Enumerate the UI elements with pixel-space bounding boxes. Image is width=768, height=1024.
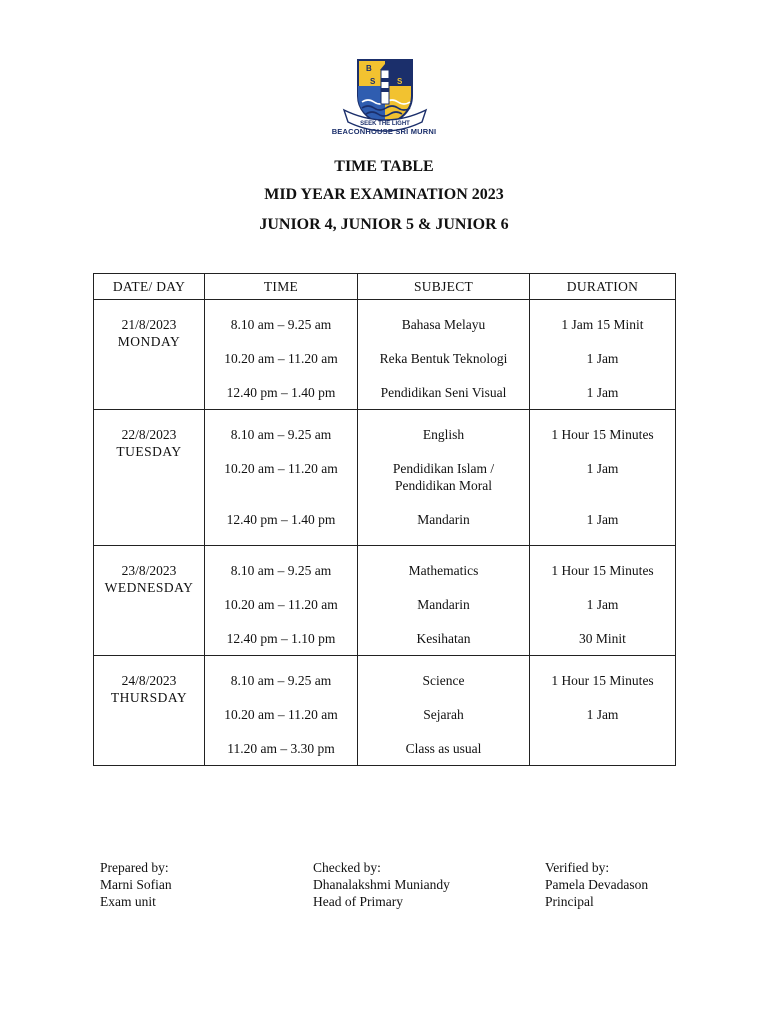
signature-name: Marni Sofian	[100, 877, 172, 892]
session-duration: 30 Minit	[579, 631, 626, 646]
session-duration: 1 Jam	[586, 461, 619, 476]
session-subject: English	[422, 427, 465, 442]
motto-text: SEEK THE LIGHT	[360, 121, 410, 127]
signature-role: Principal	[545, 894, 594, 909]
signature-role: Head of Primary	[313, 894, 403, 909]
school-name: BEACONHOUSE SRI MURNI	[331, 127, 437, 136]
session-subject: Mandarin	[417, 597, 470, 612]
session-duration: 1 Jam	[586, 597, 619, 612]
exam-title: MID YEAR EXAMINATION 2023	[264, 186, 504, 203]
signature-verified	[545, 859, 648, 910]
header-row	[94, 274, 676, 300]
session-duration: 1 Jam	[586, 512, 619, 527]
session-subject: Mathematics	[408, 563, 479, 578]
session-duration: 1 Jam	[586, 385, 619, 400]
svg-text:S: S	[370, 77, 376, 86]
exam-date: 21/8/2023	[121, 317, 177, 332]
session-subject: Pendidikan Islam /	[392, 461, 495, 476]
session-time: 8.10 am – 9.25 am	[230, 427, 332, 442]
session-time: 8.10 am – 9.25 am	[230, 563, 332, 578]
session-subject: Mandarin	[417, 512, 470, 527]
header-time: TIME	[205, 274, 358, 300]
svg-text:B: B	[366, 64, 372, 73]
session-duration: 1 Jam 15 Minit	[561, 317, 644, 332]
table-row	[94, 410, 676, 546]
signature-label: Checked by:	[313, 860, 381, 875]
signature-label: Prepared by:	[100, 860, 169, 875]
exam-day: THURSDAY	[110, 690, 188, 705]
session-time: 12.40 pm – 1.40 pm	[226, 385, 336, 400]
header-subject: SUBJECT	[358, 274, 530, 300]
session-time: 10.20 am – 11.20 am	[224, 707, 338, 722]
grade-levels: JUNIOR 4, JUNIOR 5 & JUNIOR 6	[259, 216, 509, 233]
school-crest-logo	[330, 56, 440, 138]
session-duration: 1 Hour 15 Minutes	[551, 563, 654, 578]
table-row	[94, 656, 676, 766]
exam-date: 24/8/2023	[121, 673, 177, 688]
timetable	[93, 273, 676, 766]
signature-role: Exam unit	[100, 894, 156, 909]
session-time: 10.20 am – 11.20 am	[224, 461, 338, 476]
session-subject: Pendidikan Seni Visual	[380, 385, 507, 400]
session-time: 12.40 pm – 1.40 pm	[226, 512, 336, 527]
session-duration: 1 Hour 15 Minutes	[551, 673, 654, 688]
exam-day: WEDNESDAY	[104, 580, 194, 595]
signature-name: Pamela Devadason	[545, 877, 649, 892]
signature-prepared	[100, 859, 172, 910]
session-subject: Science	[422, 673, 465, 688]
header-date: DATE/ DAY	[94, 274, 205, 300]
page-title: TIME TABLE	[334, 158, 434, 175]
session-duration: 1 Jam	[586, 707, 619, 722]
table-row	[94, 546, 676, 656]
svg-text:S: S	[397, 77, 403, 86]
header-duration: DURATION	[530, 274, 676, 300]
session-time: 10.20 am – 11.20 am	[224, 597, 338, 612]
session-subject: Class as usual	[405, 741, 482, 756]
session-duration	[530, 740, 675, 757]
session-time: 11.20 am – 3.30 pm	[227, 741, 335, 756]
session-subject: Sejarah	[423, 707, 464, 722]
session-time: 10.20 am – 11.20 am	[224, 351, 338, 366]
signature-checked	[313, 859, 450, 910]
exam-day: MONDAY	[117, 334, 181, 349]
exam-date: 22/8/2023	[121, 427, 177, 442]
table-row	[94, 300, 676, 410]
session-time: 12.40 pm – 1.10 pm	[226, 631, 336, 646]
crest-icon	[330, 56, 440, 138]
exam-day: TUESDAY	[116, 444, 182, 459]
exam-date: 23/8/2023	[121, 563, 177, 578]
session-subject: Kesihatan	[416, 631, 471, 646]
session-subject: Reka Bentuk Teknologi	[379, 351, 508, 366]
session-duration: 1 Jam	[586, 351, 619, 366]
session-subject: Bahasa Melayu	[401, 317, 486, 332]
signature-name: Dhanalakshmi Muniandy	[313, 877, 450, 892]
session-subject: Pendidikan Moral	[394, 478, 493, 493]
session-time: 8.10 am – 9.25 am	[230, 317, 332, 332]
session-time: 8.10 am – 9.25 am	[230, 673, 332, 688]
signature-label: Verified by:	[545, 860, 610, 875]
session-duration: 1 Hour 15 Minutes	[551, 427, 654, 442]
